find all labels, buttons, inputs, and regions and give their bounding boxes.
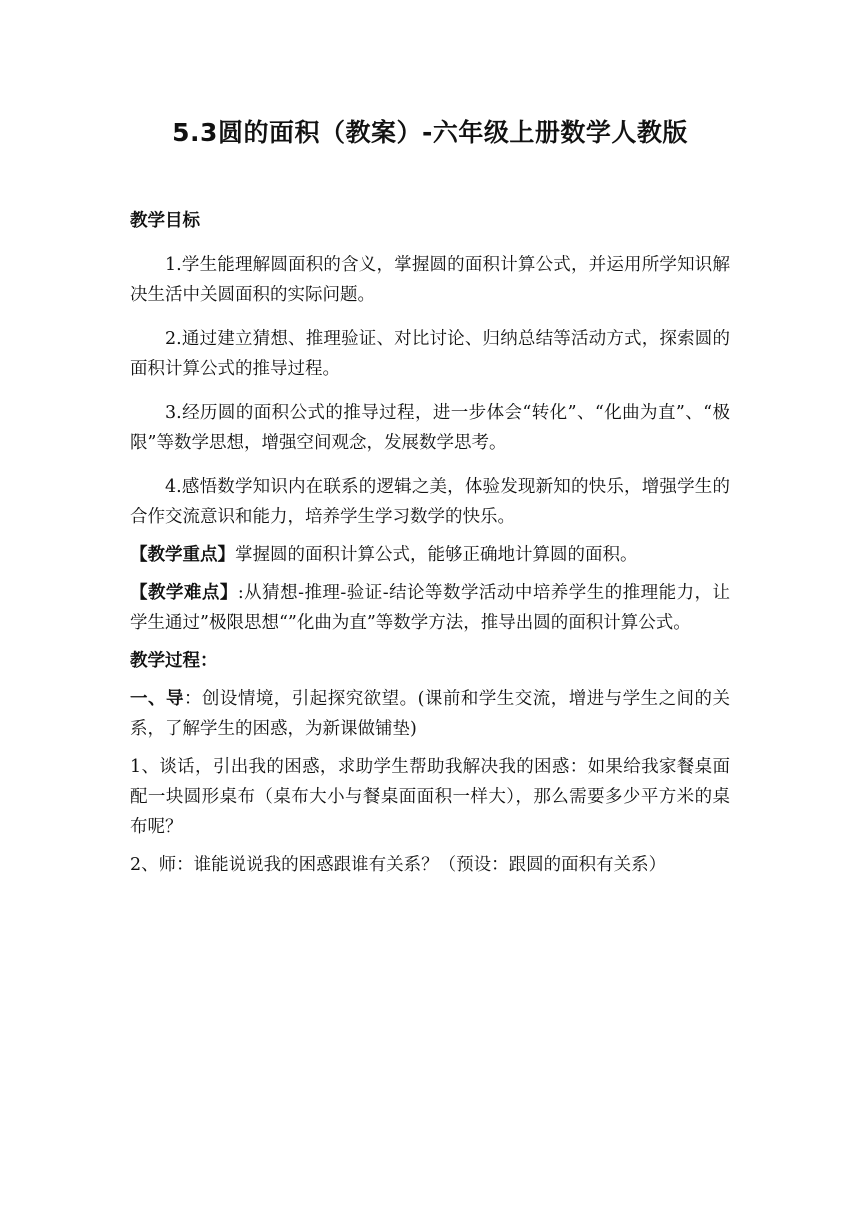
difficulty-label: 【教学难点】 bbox=[130, 583, 238, 603]
intro-text: ：创设情境，引起探究欲望。(课前和学生交流，增进与学生之间的关系，了解学生的困惑，为新课做铺垫) bbox=[130, 689, 731, 739]
section-heading-goals: 教学目标 bbox=[130, 211, 200, 231]
document-body bbox=[130, 206, 730, 894]
intro-paragraph bbox=[130, 684, 730, 744]
step-1-paragraph: 1、谈话，引出我的困惑，求助学生帮助我解决我的困惑：如果给我家餐桌面配一块圆形桌布（桌布大小与餐桌面面积一样大），那么需要多少平方米的桌布呢？ bbox=[130, 757, 730, 837]
goal-item-4: 4.感悟数学知识内在联系的逻辑之美，体验发现新知的快乐，增强学生的合作交流意识和能力，培养学生学习数学的快乐。 bbox=[130, 477, 730, 527]
step-2-paragraph: 2、师：谁能说说我的困惑跟谁有关系？（预设：跟圆的面积有关系） bbox=[130, 855, 667, 875]
goal-item-1: 1.学生能理解圆面积的含义，掌握圆的面积计算公式，并运用所学知识解决生活中关圆面积的实际问题。 bbox=[130, 255, 730, 305]
document-title: 5.3圆的面积（教案）-六年级上册数学人教版 bbox=[172, 118, 688, 147]
key-point-label: 【教学重点】 bbox=[130, 545, 235, 565]
goal-item-3: 3.经历圆的面积公式的推导过程，进一步体会“转化”、“化曲为直”、“极限”等数学思想，增强空间观念，发展数学思考。 bbox=[130, 403, 730, 453]
intro-label: 一、导 bbox=[130, 689, 184, 709]
difficulty-paragraph bbox=[130, 578, 730, 638]
difficulty-text: :从猜想-推理-验证-结论等数学活动中培养学生的推理能力，让学生通过”极限思想“”化曲为直”等数学方法，推导出圆的面积计算公式。 bbox=[130, 583, 731, 633]
key-point-paragraph bbox=[130, 540, 730, 570]
goal-item-2: 2.通过建立猜想、推理验证、对比讨论、归纳总结等活动方式，探索圆的面积计算公式的推导过程。 bbox=[130, 329, 730, 379]
key-point-text: 掌握圆的面积计算公式，能够正确地计算圆的面积。 bbox=[235, 545, 638, 565]
process-heading: 教学过程： bbox=[130, 651, 218, 671]
